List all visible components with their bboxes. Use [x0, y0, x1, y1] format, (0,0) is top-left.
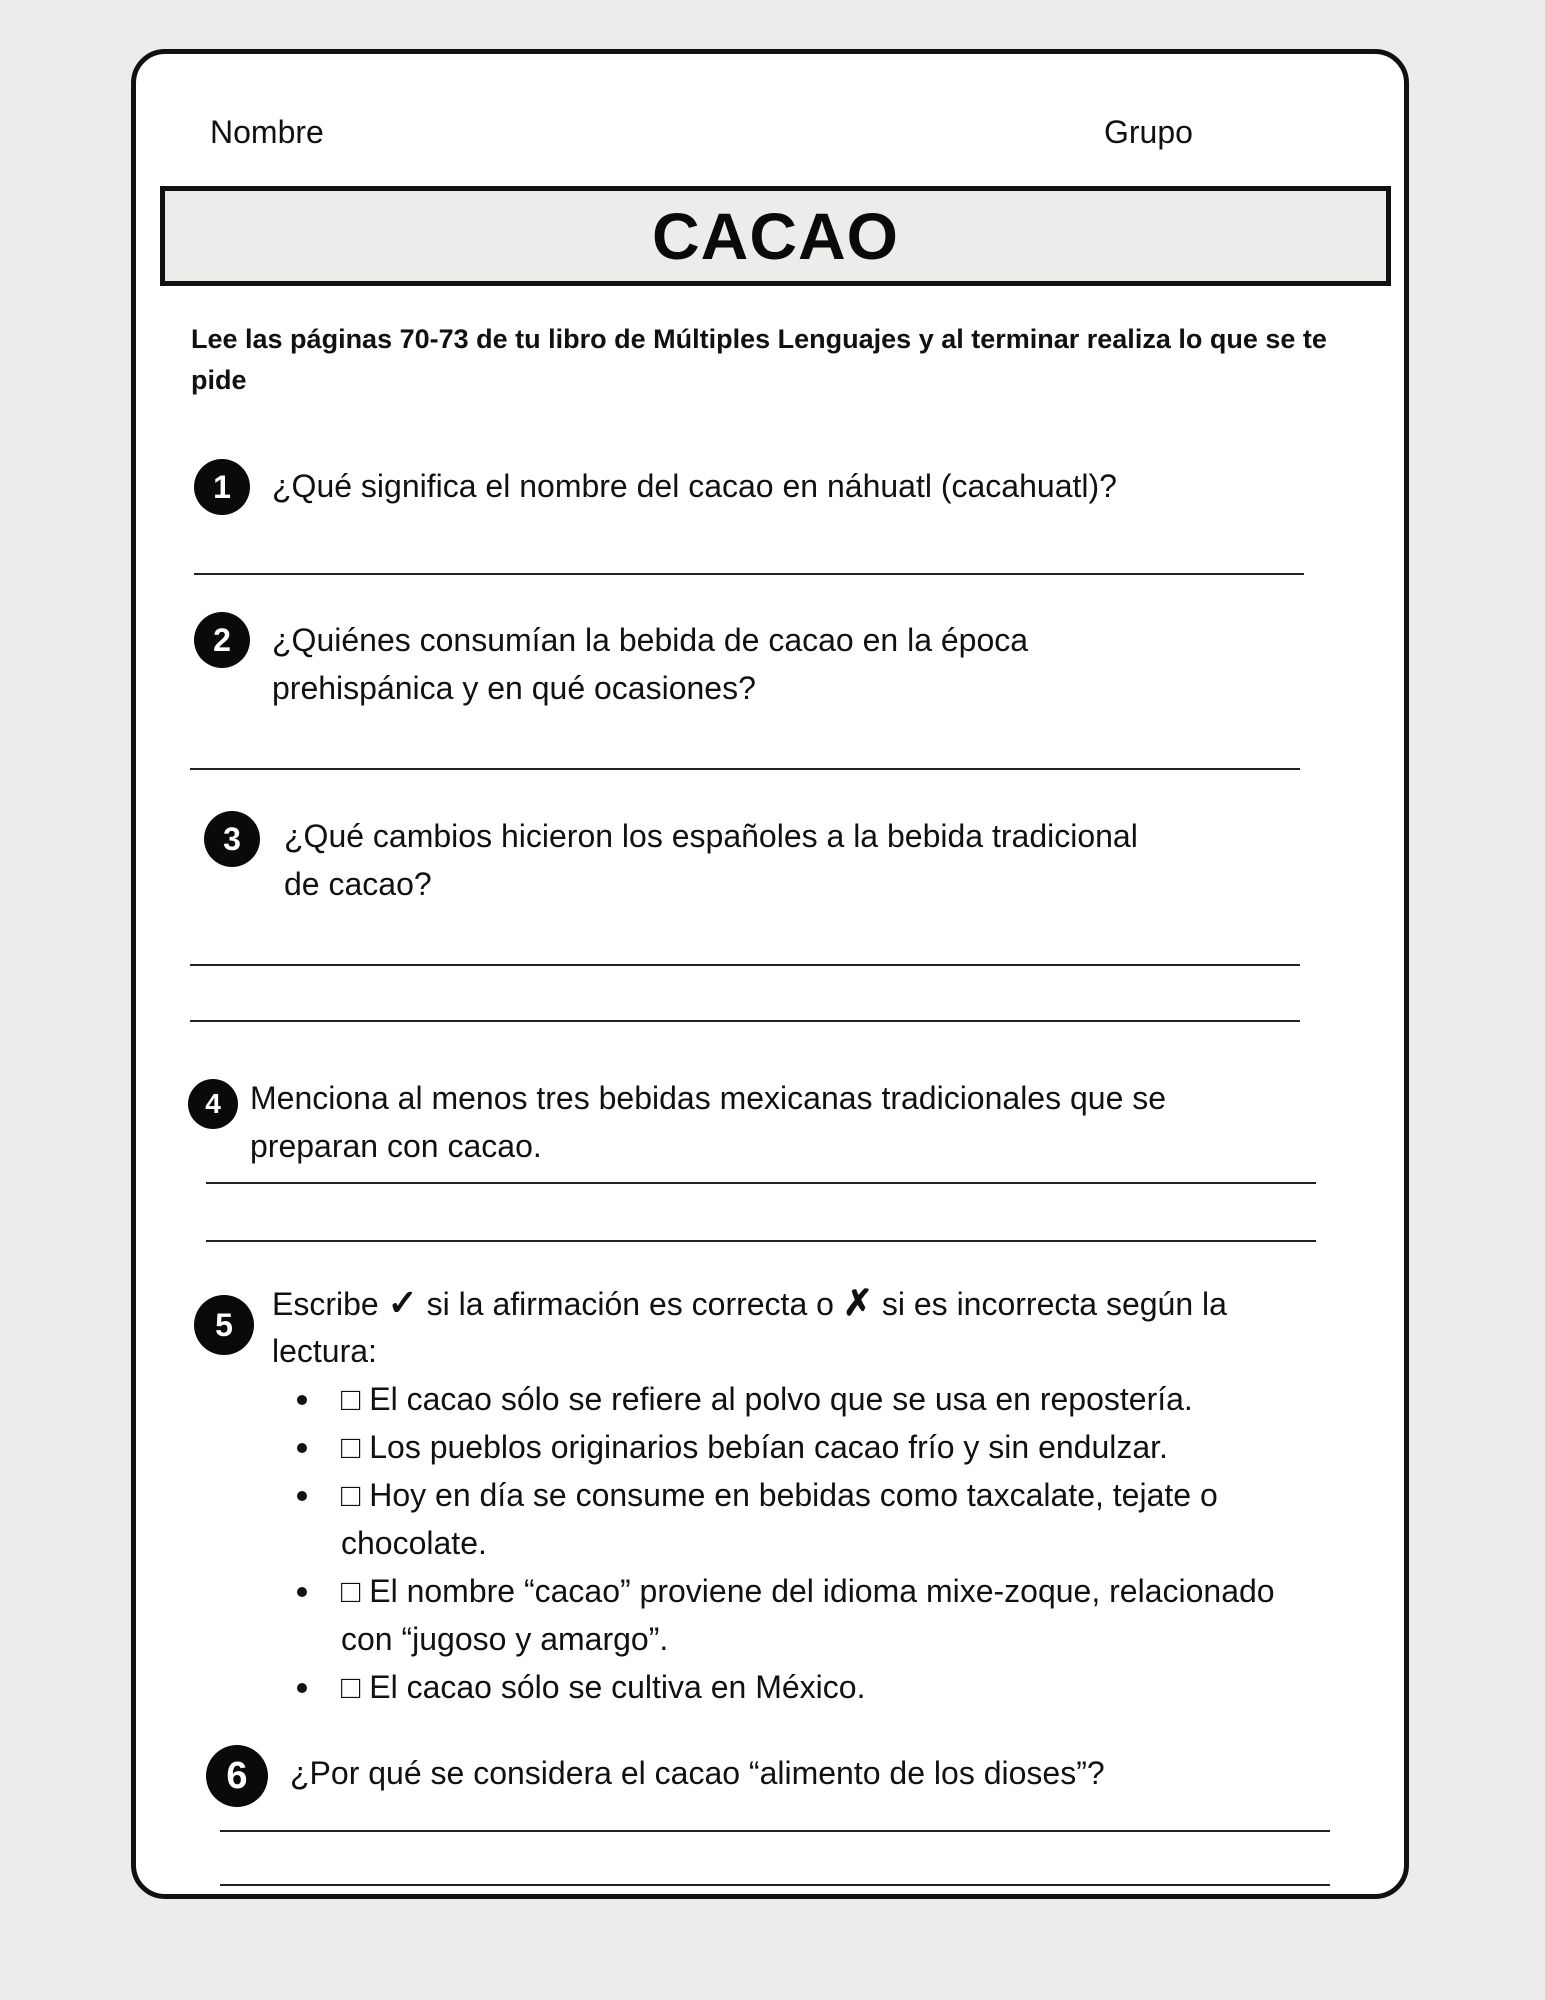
name-label: Nombre	[210, 114, 324, 150]
answer-line	[194, 573, 1304, 575]
cross-mark-icon: ✗	[842, 1282, 873, 1323]
instructions: Lee las páginas 70-73 de tu libro de Múltiples Lenguajes y al terminar realiza lo que se te pide	[191, 324, 1327, 395]
question-number-badge: 5	[194, 1295, 254, 1355]
question-number-badge: 1	[194, 459, 250, 515]
statement-item: □ Los pueblos originarios bebían cacao frío y sin endulzar.	[291, 1423, 1391, 1471]
question-5-part-1: Escribe	[272, 1286, 379, 1322]
question-2-line-1: ¿Quiénes consumían la bebida de cacao en la época	[272, 622, 1029, 658]
question-number-badge: 2	[194, 612, 250, 668]
answer-line	[206, 1240, 1316, 1242]
answer-line	[220, 1884, 1330, 1886]
statement-item: □ El cacao sólo se cultiva en México.	[291, 1663, 1391, 1711]
question-5-part-3: si es incorrecta según la	[881, 1286, 1227, 1322]
answer-line	[190, 1020, 1300, 1022]
question-5-line-1	[272, 1279, 1227, 1328]
page-title: CACAO	[652, 199, 899, 273]
question-number-badge: 4	[188, 1079, 238, 1129]
question-4-line-1: Menciona al menos tres bebidas mexicanas tradicionales que se	[250, 1080, 1167, 1116]
question-number-badge: 3	[204, 811, 260, 867]
question-3-line-2: de cacao?	[284, 866, 432, 902]
question-5-line-2: lectura:	[272, 1333, 377, 1369]
answer-line	[220, 1830, 1330, 1832]
statement-item: □ El cacao sólo se refiere al polvo que se usa en repostería.	[291, 1375, 1391, 1423]
worksheet	[131, 49, 1409, 1899]
statement-list	[291, 1375, 1391, 1711]
title-box	[160, 186, 1391, 286]
group-label: Grupo	[1104, 114, 1193, 150]
statement-item: □ El nombre “cacao” proviene del idioma mixe-zoque, relacionado con “jugoso y amargo”.	[291, 1567, 1391, 1663]
question-5-part-2: si la afirmación es correcta o	[426, 1286, 834, 1322]
question-1-text: ¿Qué significa el nombre del cacao en náhuatl (cacahuatl)?	[272, 468, 1117, 504]
question-4-line-2: preparan con cacao.	[250, 1128, 542, 1164]
question-2-line-2: prehispánica y en qué ocasiones?	[272, 670, 756, 706]
answer-line	[206, 1182, 1316, 1184]
statement-item: □ Hoy en día se consume en bebidas como taxcalate, tejate o chocolate.	[291, 1471, 1391, 1567]
question-6-text: ¿Por qué se considera el cacao “alimento de los dioses”?	[290, 1755, 1105, 1791]
answer-line	[190, 768, 1300, 770]
question-3-line-1: ¿Qué cambios hicieron los españoles a la bebida tradicional	[284, 818, 1138, 854]
check-mark-icon: ✓	[387, 1282, 418, 1323]
question-number-badge: 6	[206, 1745, 268, 1807]
answer-line	[190, 964, 1300, 966]
